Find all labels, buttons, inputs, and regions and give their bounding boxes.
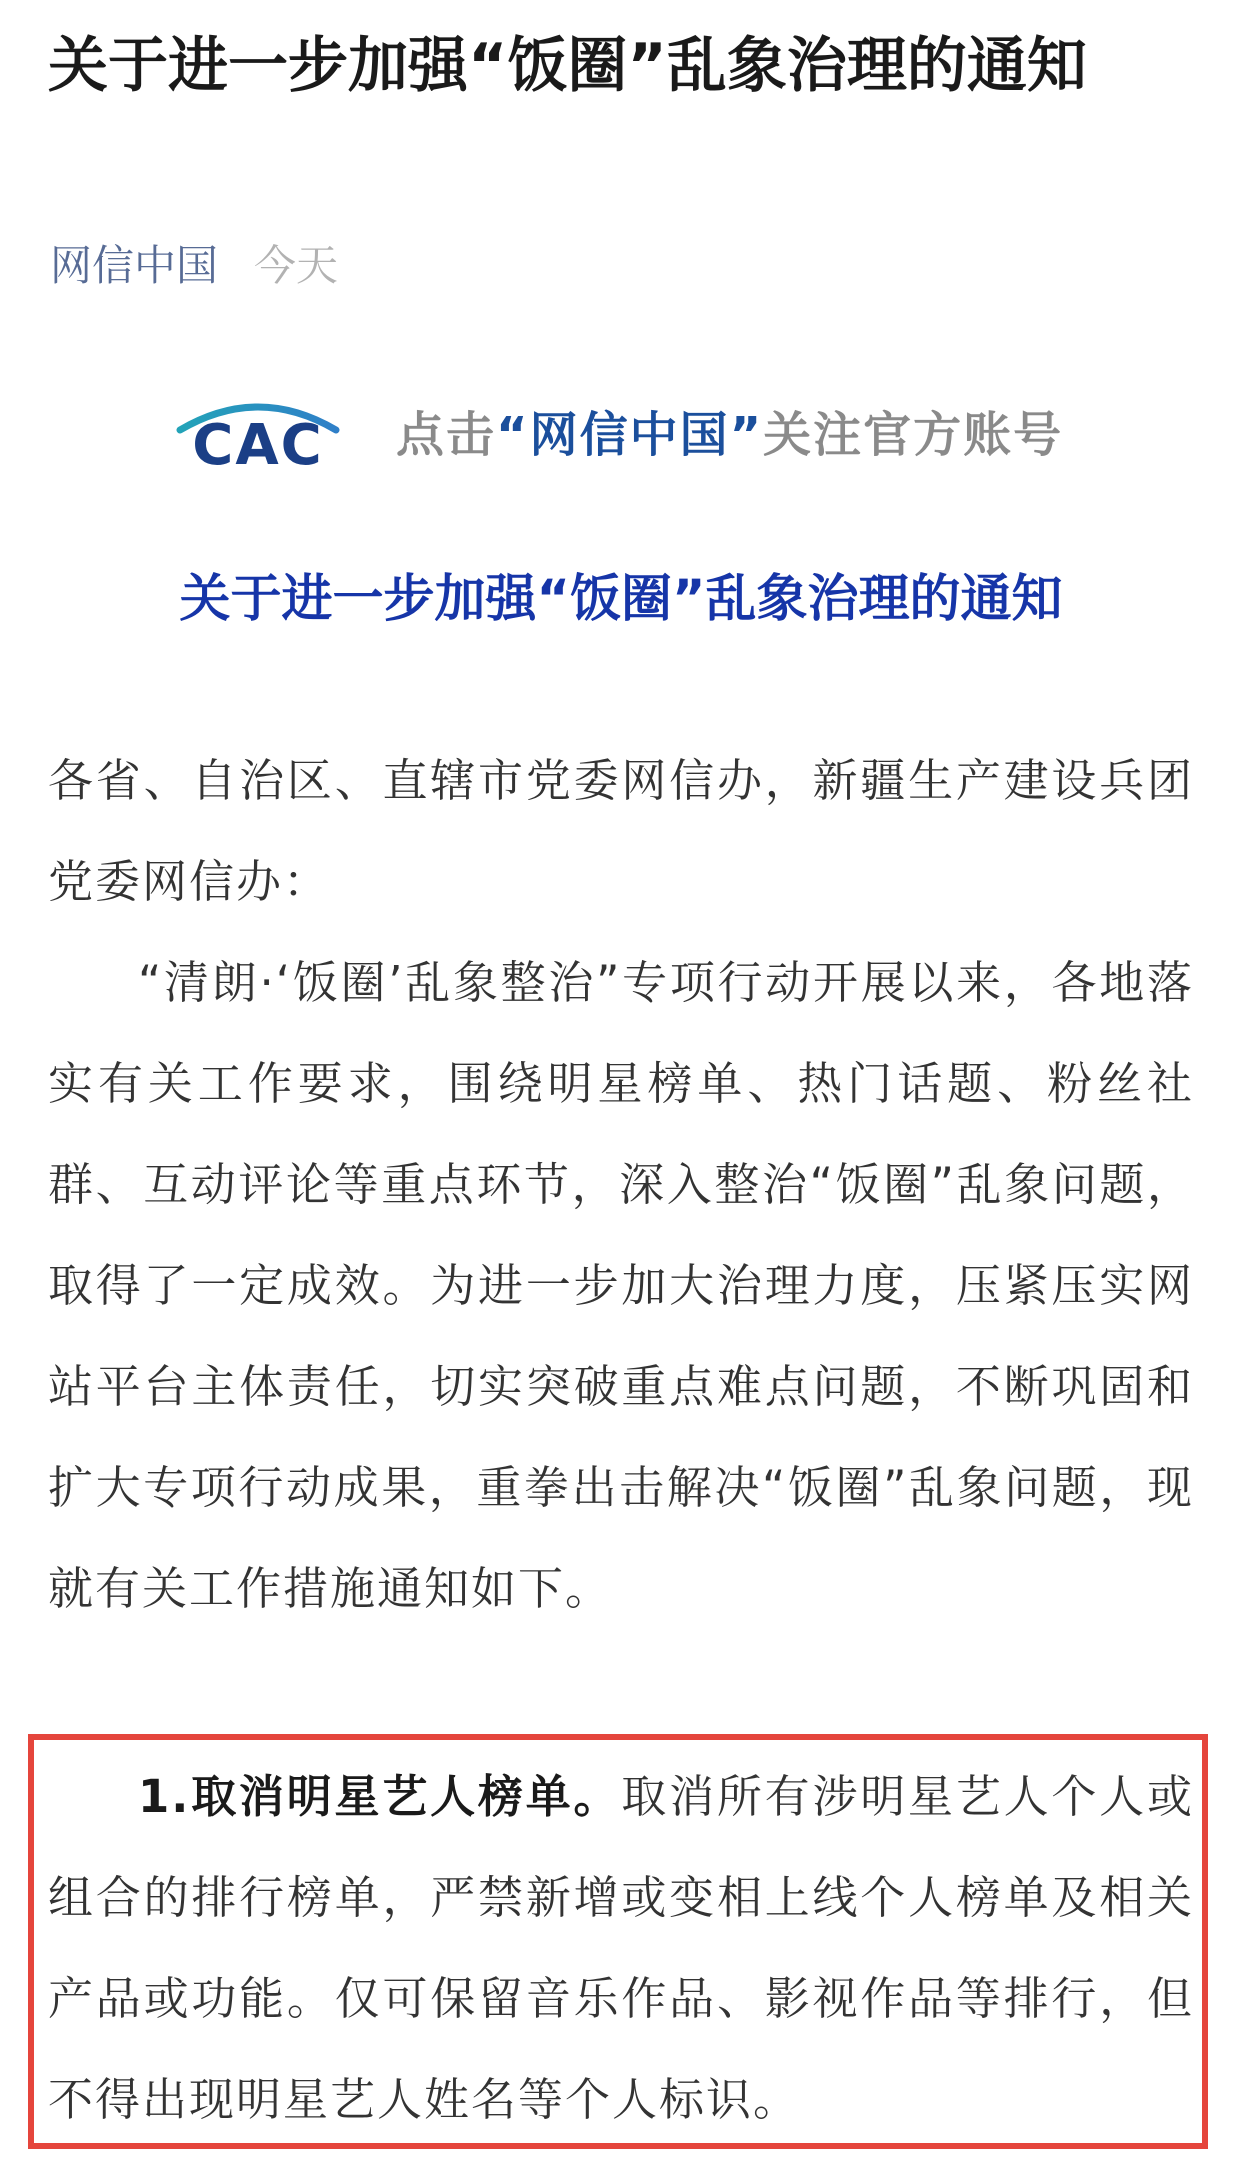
article-title: 关于进一步加强“饭圈”乱象治理的通知 — [48, 31, 1087, 101]
follow-account-name: “网信中国” — [496, 406, 764, 463]
article-meta — [50, 236, 338, 296]
notice-heading: 关于进一步加强“饭圈”乱象治理的通知 — [179, 570, 1063, 629]
follow-banner[interactable] — [166, 380, 1063, 480]
cac-logo-icon — [166, 390, 350, 470]
item-1-text: 取消所有涉明星艺人个人或组合的排行榜单，严禁新增或变相上线个人榜单及相关产品或功能。仅可保留音乐作品、影视作品等排行，但不得出现明星艺人姓名等个人标识。 — [48, 1770, 1194, 2126]
follow-suffix: 关注官方账号 — [763, 406, 1064, 463]
salutation-paragraph: 各省、自治区、直辖市党委网信办，新疆生产建设兵团党委网信办： — [48, 754, 1194, 908]
intro-paragraph: “清朗·‘饭圈’乱象整治”专项行动开展以来，各地落实有关工作要求，围绕明星榜单、热门话题、粉丝社群、互动评论等重点环节，深入整治“饭圈”乱象问题，取得了一定成效。为进一步加大治理力度，压紧压实网站平台主体责任，切实突破重点难点问题，不断巩固和扩大专项行动成果，重拳出击解决“饭圈”乱象问题，现就有关工作措施通知如下。 — [48, 956, 1194, 1615]
author-link[interactable]: 网信中国 — [50, 241, 219, 290]
item-1-paragraph — [48, 1746, 1194, 2150]
follow-text — [396, 396, 1063, 465]
follow-prefix: 点击 — [396, 406, 497, 463]
item-1-heading: 1.取消明星艺人榜单。 — [138, 1770, 622, 1823]
publish-date: 今天 — [254, 241, 339, 290]
notice-body — [48, 730, 1194, 1639]
cac-logo-text: CAC — [192, 413, 324, 470]
